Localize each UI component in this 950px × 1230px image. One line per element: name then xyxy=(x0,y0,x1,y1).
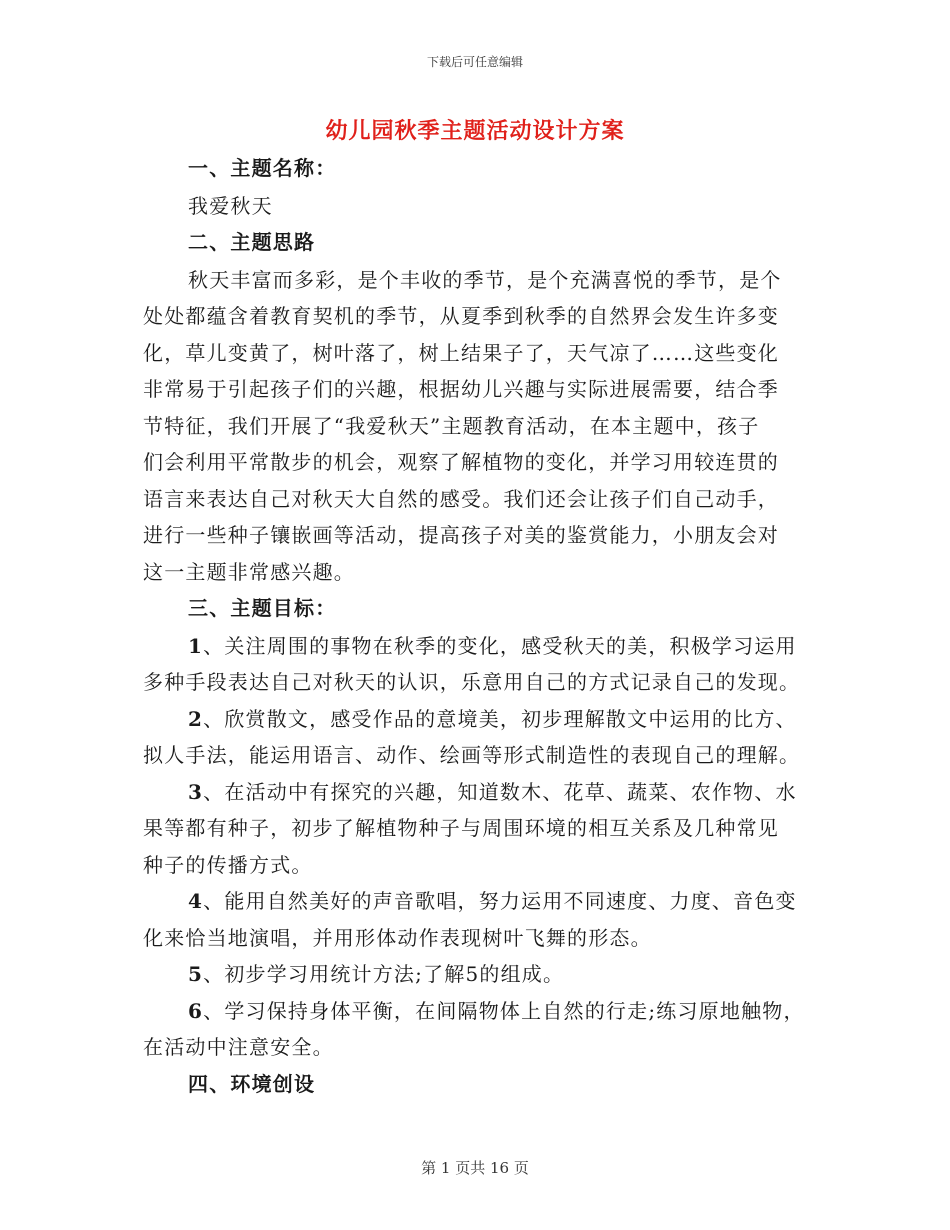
goal-number: 3 xyxy=(188,779,204,804)
section2-line: 秋天丰富而多彩，是个丰收的季节，是个充满喜悦的季节，是个 xyxy=(188,267,782,292)
section2-heading: 二、主题思路 xyxy=(188,230,316,254)
goal-text: 、初步学习用统计方法;了解5的组成。 xyxy=(203,962,565,986)
goal-item xyxy=(143,993,808,1066)
section1-body: 我爱秋天 xyxy=(188,193,273,218)
goal-text: 、能用自然美好的声音歌唱，努力运用不同速度、力度、音色变 xyxy=(203,889,797,913)
goal-item xyxy=(143,883,808,956)
goal-number: 6 xyxy=(188,998,204,1023)
section2-line: 非常易于引起孩子们的兴趣，根据幼儿兴趣与实际进展需要，结合季 xyxy=(143,377,779,401)
goal-text: 、在活动中有探究的兴趣，知道数木、花草、蔬菜、农作物、水 xyxy=(203,779,797,804)
goal-item xyxy=(143,628,808,701)
goal-item xyxy=(143,701,808,774)
header-note: 下载后可任意编辑 xyxy=(426,55,523,69)
section2-line: 节特征，我们开展了“我爱秋天”主题教育活动，在本主题中，孩子 xyxy=(143,413,760,438)
goal-text: 、欣赏散文，感受作品的意境美，初步理解散文中运用的比方、 xyxy=(203,706,797,731)
goal-number: 4 xyxy=(188,889,204,913)
document-body xyxy=(143,150,808,1103)
goal-number: 1 xyxy=(188,633,204,658)
goal-text: 在活动中注意安全。 xyxy=(143,1035,334,1059)
goal-text: 多种手段表达自己对秋天的认识，乐意用自己的方式记录自己的发现。 xyxy=(143,670,801,694)
section4-heading: 四、环境创设 xyxy=(188,1071,316,1096)
section3-heading: 三、主题目标： xyxy=(188,596,337,620)
goal-text: 、学习保持身体平衡，在间隔物体上自然的行走;练习原地触物， xyxy=(203,998,805,1023)
section2-line: 处处都蕴含着教育契机的季节，从夏季到秋季的自然界会发生许多变 xyxy=(143,304,779,328)
goal-text: 种子的传播方式。 xyxy=(143,852,313,877)
section2-line: 这一主题非常感兴趣。 xyxy=(143,559,355,584)
section2-line: 们会利用平常散步的机会，观察了解植物的变化，并学习用较连贯的 xyxy=(143,450,779,474)
goal-text: 果等都有种子，初步了解植物种子与周围环境的相互关系及几种常见 xyxy=(143,816,779,840)
document-title: 幼儿园秋季主题活动设计方案 xyxy=(325,118,625,144)
goal-number: 2 xyxy=(188,706,204,731)
page-footer: 第 1 页共 16 页 xyxy=(421,1159,529,1177)
section2-line: 语言来表达自己对秋天大自然的感受。我们还会让孩子们自己动手， xyxy=(143,486,779,511)
goal-text: 化来恰当地演唱，并用形体动作表现树叶飞舞的形态。 xyxy=(143,925,652,950)
goal-text: 拟人手法，能运用语言、动作、绘画等形式制造性的表现自己的理解。 xyxy=(143,743,801,767)
goal-item xyxy=(143,774,808,884)
goal-number: 5 xyxy=(188,962,204,986)
goal-item xyxy=(143,956,808,993)
section2-line: 进行一些种子镶嵌画等活动，提高孩子对美的鉴赏能力，小朋友会对 xyxy=(143,523,779,547)
section1-heading: 一、主题名称： xyxy=(188,156,337,180)
section2-line: 化，草儿变黄了，树叶落了，树上结果子了，天气凉了……这些变化 xyxy=(143,340,779,365)
goal-text: 、关注周围的事物在秋季的变化，感受秋天的美，积极学习运用 xyxy=(203,633,797,658)
